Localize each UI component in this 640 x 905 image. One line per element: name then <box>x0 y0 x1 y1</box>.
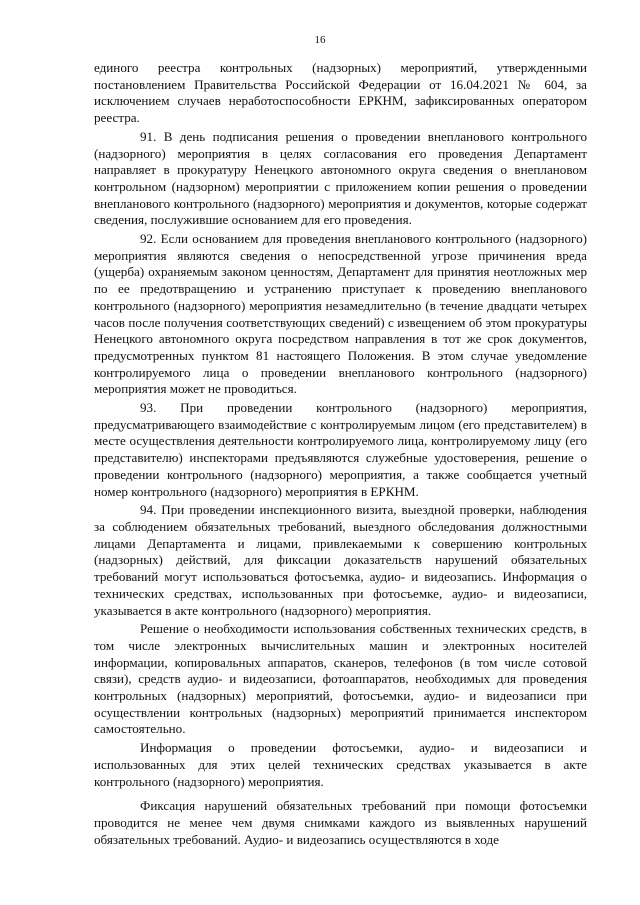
paragraph-violation-recording: Фиксация нарушений обязательных требований при помощи фотосъемки проводится не менее чем двумя снимками каждого из выявленных нарушений обязательных требований. Аудио- и видеозапись осуществляются в ходе <box>94 798 587 847</box>
paragraph-91: 91. В день подписания решения о проведении внепланового контрольного (надзорного) мероприятия в целях согласования его проведения Департамент направляет в прокуратуру Ненецкого автономного округа сведения о внеплановом контрольном (надзорном) мероприятии с приложением копии решения о проведении внепланового контрольного (надзорного) мероприятия и документов, которые содержат сведения, послужившие основанием для его проведения. <box>94 128 587 228</box>
paragraph-recording-information: Информация о проведении фотосъемки, аудио- и видеозаписи и использованных для этих целей технических средствах указывается в акте контрольного (надзорного) мероприятия. <box>94 740 587 789</box>
paragraph-technical-means-decision: Решение о необходимости использования собственных технических средств, в том числе электронных вычислительных машин и электронных носителей информации, копировальных аппаратов, сканеров, телефонов (в том числе сотовой связи), средств аудио- и видеозаписи, фотоаппаратов, необходимых для проведения контрольных (надзорных) мероприятий, фотосъемки, аудио- и видеозаписи при осуществлении контрольных (надзорных) мероприятий принимается инспектором самостоятельно. <box>94 621 587 737</box>
paragraph-94: 94. При проведении инспекционного визита, выездной проверки, наблюдения за соблюдением обязательных требований, выездного обследования должностными лицами Департамента и лицами, привлекаемыми к совершению контрольных (надзорных) действий, для фиксации доказательств нарушений обязательных требований могут использоваться фотосъемка, аудио- и видеозапись. Информация о технических средствах, использованных при фотосъемке, аудио- и видеозаписи, указывается в акте контрольного (надзорного) мероприятия. <box>94 502 587 618</box>
paragraph-registry-tail: единого реестра контрольных (надзорных) мероприятий, утвержденными постановлением Правительства Российской Федерации от 16.04.2021 № 604, за исключением случаев неработоспособности ЕРКНМ, зафиксированных оператором реестра. <box>94 60 587 126</box>
document-body <box>94 60 587 850</box>
page-number: 16 <box>314 34 326 46</box>
paragraph-92: 92. Если основанием для проведения внепланового контрольного (надзорного) мероприятия являются сведения о непосредственной угрозе причинения вреда (ущерба) охраняемым законом ценностям, Департамент для принятия неотложных мер по ее предотвращению и устранению приступает к проведению внепланового контрольного (надзорного) мероприятия незамедлительно (в течение двадцати четырех часов после получения соответствующих сведений) с извещением об этом прокуратуры Ненецкого автономного округа посредством направления в тот же срок документов, предусмотренных пунктом 81 настоящего Положения. В этом случае уведомление контролируемого лица о проведении внепланового контрольного (надзорного) мероприятия может не проводиться. <box>94 231 587 397</box>
paragraph-93: 93. При проведении контрольного (надзорного) мероприятия, предусматривающего взаимодействие с контролируемым лицом (его представителем) в месте осуществления деятельности контролируемого лица, контролируемому лицу (его представителю) инспекторами предъявляются служебные удостоверения, решение о проведении контрольного (надзорного) мероприятия, а также сообщается учетный номер контрольного (надзорного) мероприятия в ЕРКНМ. <box>94 400 587 499</box>
